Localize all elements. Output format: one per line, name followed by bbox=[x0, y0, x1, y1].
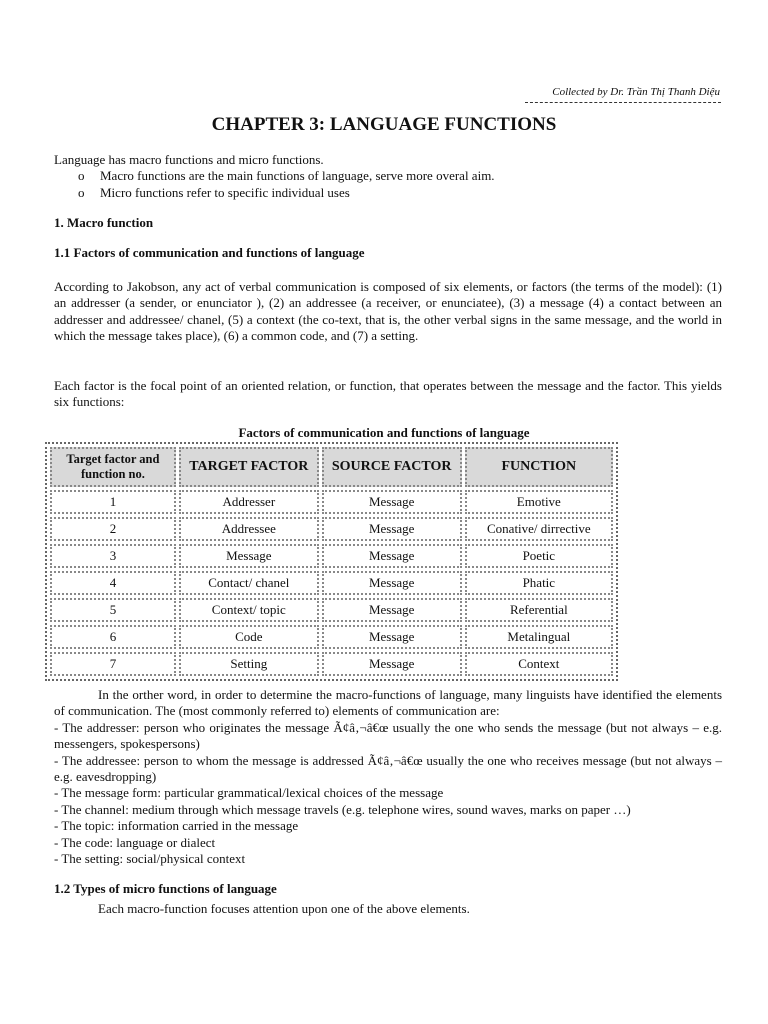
element-item-code: - The code: language or dialect bbox=[54, 834, 216, 850]
table-cell: Message bbox=[322, 517, 462, 541]
collected-by-note: Collected by Dr. Trần Thị Thanh Diệu bbox=[552, 86, 720, 98]
table-caption: Factors of communication and functions of language bbox=[238, 425, 530, 440]
bullet-text: Micro functions refer to specific individual uses bbox=[100, 184, 350, 200]
intro-lead: Language has macro functions and micro functions. bbox=[54, 152, 324, 167]
table-row bbox=[50, 598, 613, 622]
table-cell: Emotive bbox=[465, 490, 613, 514]
table-cell: 5 bbox=[50, 598, 176, 622]
subsection-heading-factors: 1.1 Factors of communication and functions of language bbox=[54, 245, 365, 260]
element-item-setting: - The setting: social/physical context bbox=[54, 851, 246, 867]
table-cell: Message bbox=[179, 544, 319, 568]
table-row bbox=[50, 625, 613, 649]
table-cell: Contact/ chanel bbox=[179, 571, 319, 595]
element-item-message-form: - The message form: particular grammatical/lexical choices of the message bbox=[54, 785, 444, 801]
table-cell: Message bbox=[322, 598, 462, 622]
table-cell: Context bbox=[465, 652, 613, 676]
element-item-topic: - The topic: information carried in the message bbox=[54, 818, 299, 834]
table-row bbox=[50, 517, 613, 541]
table-cell: Setting bbox=[179, 652, 319, 676]
bullet-marker: o bbox=[78, 168, 85, 184]
factors-table bbox=[45, 442, 618, 681]
table-cell: Conative/ dirrective bbox=[465, 517, 613, 541]
table-cell: Message bbox=[322, 571, 462, 595]
table-cell: 6 bbox=[50, 625, 176, 649]
header-cell-target-no: Target factor and function no. bbox=[50, 447, 176, 487]
element-item-addresser: - The addresser: person who originates the message Ã¢â‚¬â€œ usually the one who sends the message (but not always – e.g. messengers, spokespersons) bbox=[54, 719, 722, 752]
header-cell-source-factor: SOURCE FACTOR bbox=[322, 447, 462, 487]
table-cell: Context/ topic bbox=[179, 598, 319, 622]
table-cell: Message bbox=[322, 652, 462, 676]
table-cell: Referential bbox=[465, 598, 613, 622]
header-cell-function: FUNCTION bbox=[465, 447, 613, 487]
focal-point-paragraph: Each factor is the focal point of an oriented relation, or function, that operates between the message and the factor. This yields six functions: bbox=[54, 378, 722, 410]
table-cell: 7 bbox=[50, 652, 176, 676]
element-item-addressee: - The addressee: person to whom the message is addressed Ã¢â‚¬â€œ usually the one who receives message (but not always – e.g. eavesdropping) bbox=[54, 752, 722, 785]
table-cell: Message bbox=[322, 490, 462, 514]
table-cell: Code bbox=[179, 625, 319, 649]
table-cell: 4 bbox=[50, 571, 176, 595]
table-row bbox=[50, 490, 613, 514]
header-dashed-rule bbox=[525, 102, 721, 103]
intro-bullet-list bbox=[54, 168, 722, 201]
table-cell: Phatic bbox=[465, 571, 613, 595]
intro-bullet-item bbox=[54, 185, 722, 201]
table-row bbox=[50, 571, 613, 595]
table-cell: 3 bbox=[50, 544, 176, 568]
table-cell: Metalingual bbox=[465, 625, 613, 649]
table-cell: Addressee bbox=[179, 517, 319, 541]
section-heading-macro: 1. Macro function bbox=[54, 215, 154, 230]
table-cell: Message bbox=[322, 625, 462, 649]
subsection-heading-micro: 1.2 Types of micro functions of language bbox=[54, 881, 277, 896]
table-cell: 1 bbox=[50, 490, 176, 514]
table-cell: 2 bbox=[50, 517, 176, 541]
micro-functions-text: Each macro-function focuses attention upon one of the above elements. bbox=[98, 901, 470, 916]
table-cell: Message bbox=[322, 544, 462, 568]
table-cell: Poetic bbox=[465, 544, 613, 568]
header-cell-target-factor: TARGET FACTOR bbox=[179, 447, 319, 487]
intro-block bbox=[54, 152, 722, 201]
chapter-title: CHAPTER 3: LANGUAGE FUNCTIONS bbox=[211, 114, 557, 135]
intro-bullet-item bbox=[54, 168, 722, 184]
jakobson-paragraph: According to Jakobson, any act of verbal communication is composed of six elements, or factors (the terms of the model): (1) an addresser (a sender, or enunciator ), (2) an addressee (a receiver, or enunciatee), (3) a message (4) a contact between an addresser and addressee/ chanel, (5) a context (the co-text, that is, the other verbal signs in the same message, and the world in which the message takes place), (6) a common code, and (7) a setting. bbox=[54, 279, 722, 344]
table-header-row bbox=[50, 447, 613, 487]
table-row bbox=[50, 652, 613, 676]
element-item-channel: - The channel: medium through which message travels (e.g. telephone wires, sound waves, marks on paper …) bbox=[54, 801, 631, 817]
elements-section bbox=[54, 687, 722, 867]
table-cell: Addresser bbox=[179, 490, 319, 514]
bullet-marker: o bbox=[78, 184, 85, 200]
bullet-text: Macro functions are the main functions of language, serve more overal aim. bbox=[100, 168, 495, 184]
table-row bbox=[50, 544, 613, 568]
elements-intro: In the orther word, in order to determine the macro-functions of language, many linguists have identified the elements of communication. The (most commonly referred to) elements of communication are: bbox=[54, 687, 722, 719]
